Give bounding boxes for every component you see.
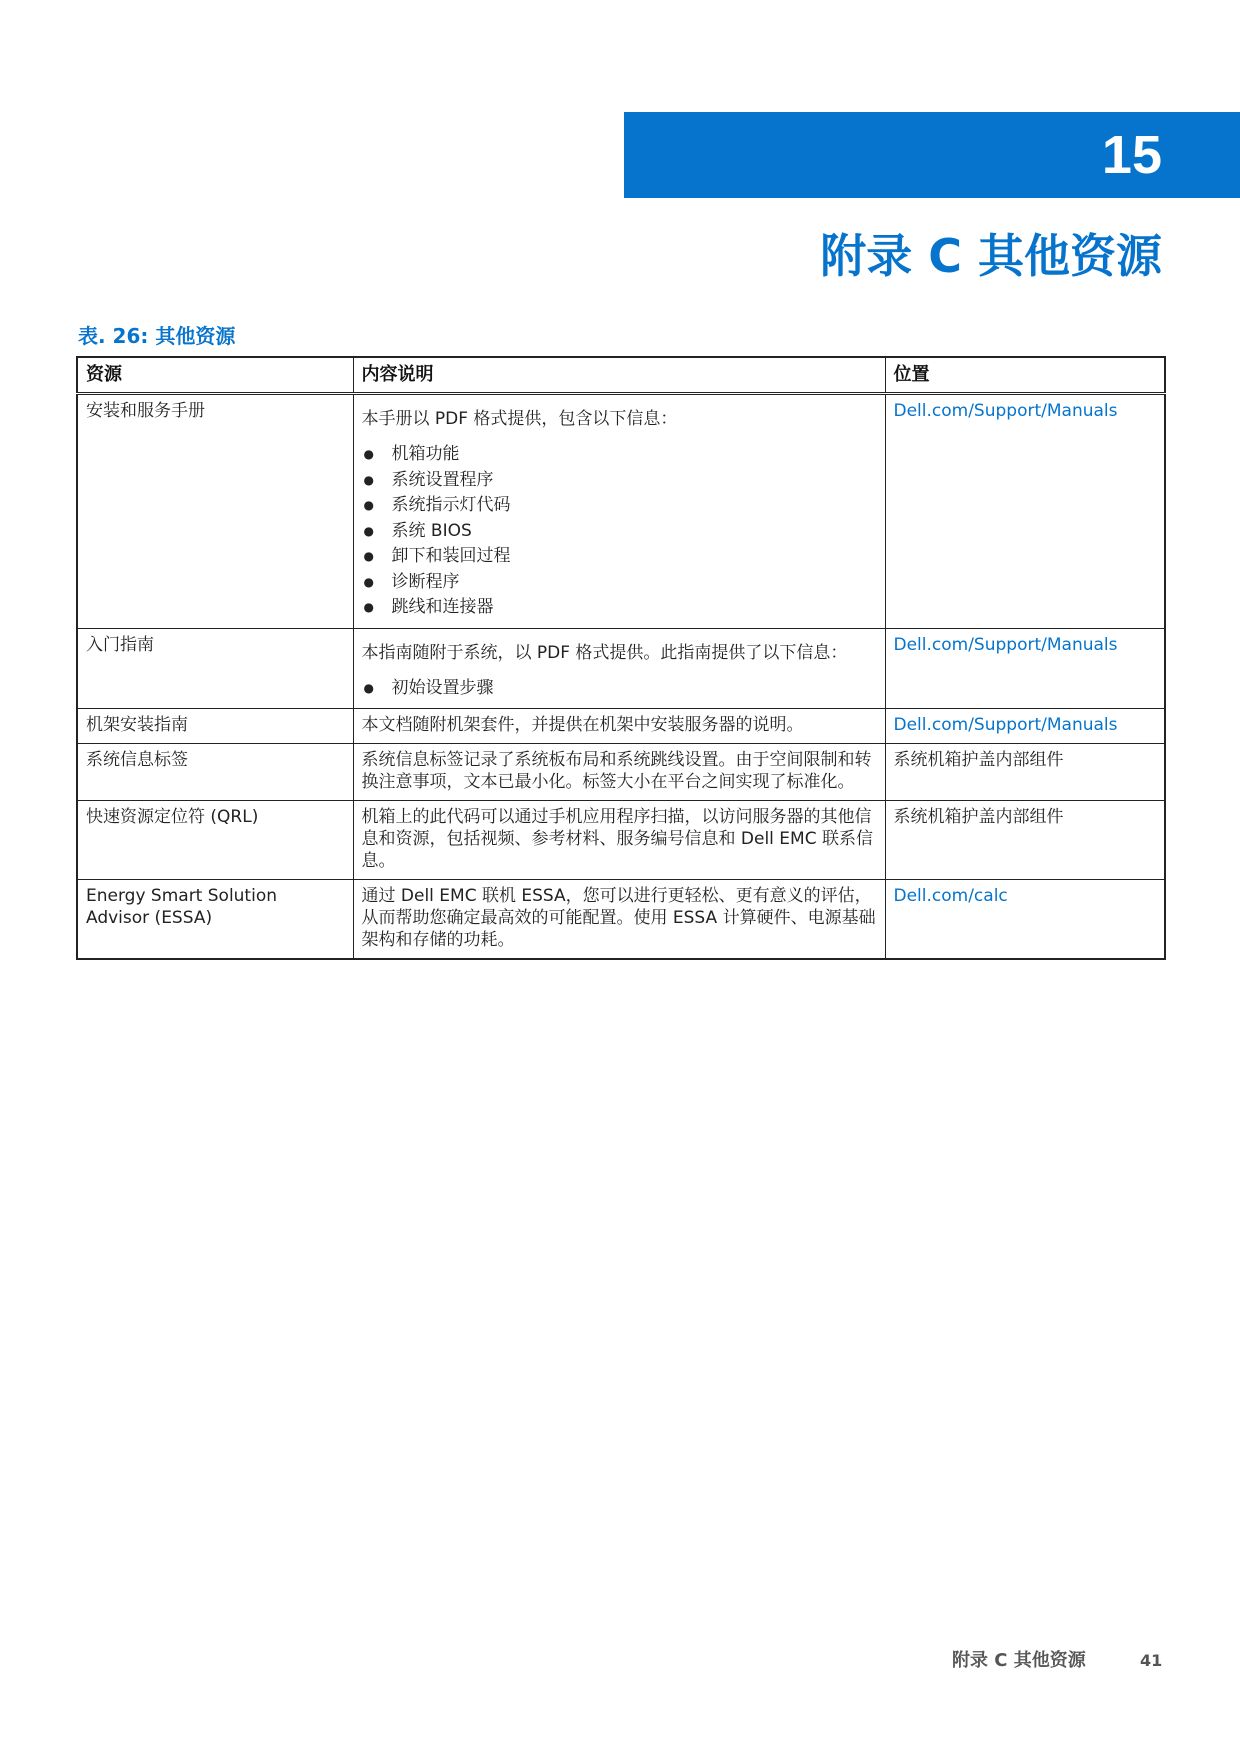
bullet-list <box>362 442 877 621</box>
description-cell: 系统信息标签记录了系统板布局和系统跳线设置。由于空间限制和转换注意事项，文本已最小化。标签大小在平台之间实现了标准化。 <box>353 744 885 801</box>
description-cell: 通过 Dell EMC 联机 ESSA，您可以进行更轻松、更有意义的评估，从而帮助您确定最高效的可能配置。使用 ESSA 计算硬件、电源基础架构和存储的功耗。 <box>353 880 885 960</box>
description-cell <box>353 628 885 709</box>
resource-cell: 机架安装指南 <box>77 709 353 744</box>
resource-cell: 安装和服务手册 <box>77 394 353 629</box>
resource-cell: 入门指南 <box>77 628 353 709</box>
location-link[interactable]: Dell.com/Support/Manuals <box>893 634 1118 655</box>
list-item: ● 初始设置步骤 <box>362 676 877 702</box>
resources-table <box>76 356 1166 960</box>
location-cell <box>885 709 1165 744</box>
location-cell: 系统机箱护盖内部组件 <box>885 744 1165 801</box>
resource-cell: 系统信息标签 <box>77 744 353 801</box>
table-caption: 表. 26: 其他资源 <box>78 324 236 348</box>
list-item: ● 诊断程序 <box>362 570 877 596</box>
table-row <box>77 880 1165 960</box>
footer-chapter-title: 附录 C 其他资源 <box>952 1650 1086 1671</box>
bullet-list <box>362 676 877 702</box>
description-cell: 机箱上的此代码可以通过手机应用程序扫描，以访问服务器的其他信息和资源，包括视频、参考材料、服务编号信息和 Dell EMC 联系信息。 <box>353 801 885 880</box>
description-text: 本指南随附于系统，以 PDF 格式提供。此指南提供了以下信息： <box>361 642 848 663</box>
location-cell <box>885 880 1165 960</box>
location-cell <box>885 628 1165 709</box>
chapter-banner <box>624 112 1240 198</box>
table-row <box>77 709 1165 744</box>
list-item: ● 系统指示灯代码 <box>362 493 877 519</box>
header-location: 位置 <box>885 357 1165 394</box>
chapter-number: 15 <box>1101 125 1162 185</box>
list-item: ● 跳线和连接器 <box>362 595 877 621</box>
description-text: 本手册以 PDF 格式提供，包含以下信息： <box>361 409 678 429</box>
chapter-title: 附录 C 其他资源 <box>820 229 1162 283</box>
resource-cell: 快速资源定位符 (QRL) <box>77 801 353 880</box>
location-link[interactable]: Dell.com/Support/Manuals <box>893 715 1118 735</box>
header-resource: 资源 <box>77 357 353 394</box>
description-cell <box>353 394 885 629</box>
location-cell <box>885 394 1165 629</box>
description-cell: 本文档随附机架套件，并提供在机架中安装服务器的说明。 <box>353 709 885 744</box>
page-number: 41 <box>1140 1651 1163 1670</box>
location-link[interactable]: Dell.com/Support/Manuals <box>893 401 1118 421</box>
header-description: 内容说明 <box>353 357 885 394</box>
list-item: ● 卸下和装回过程 <box>362 544 877 570</box>
table-row <box>77 628 1165 709</box>
resource-cell: Energy Smart Solution Advisor (ESSA) <box>77 880 353 960</box>
list-item: ● 系统 BIOS <box>362 519 877 545</box>
list-item: ● 机箱功能 <box>362 442 877 468</box>
location-cell: 系统机箱护盖内部组件 <box>885 801 1165 880</box>
table-row <box>77 744 1165 801</box>
list-item: ● 系统设置程序 <box>362 468 877 494</box>
table-header-row <box>77 357 1165 394</box>
location-link[interactable]: Dell.com/calc <box>893 886 1008 906</box>
table-row <box>77 394 1165 629</box>
table-row <box>77 801 1165 880</box>
